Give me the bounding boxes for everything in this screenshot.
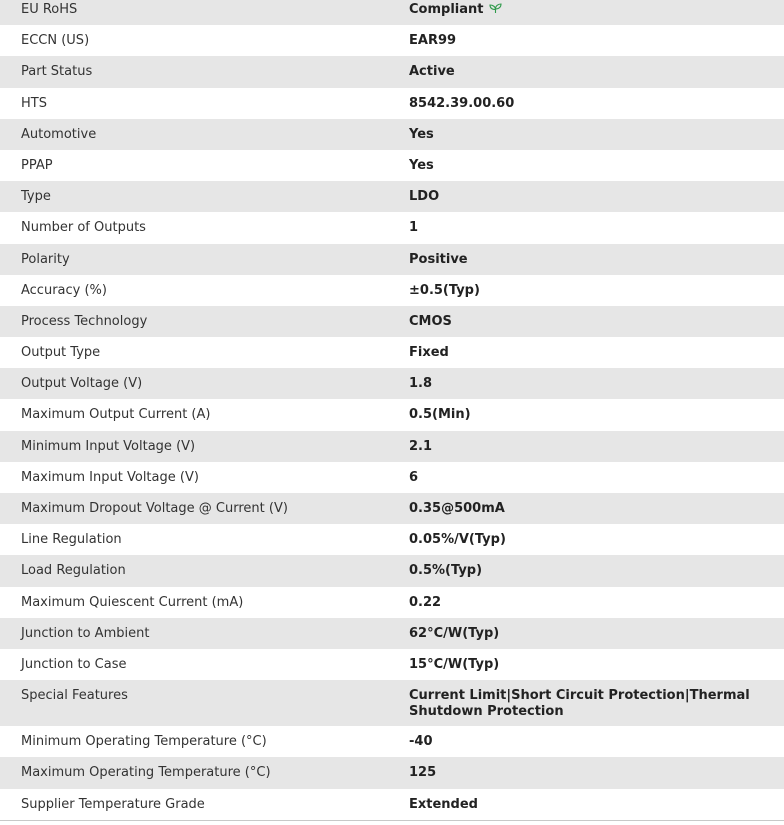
spec-value: 1: [409, 220, 419, 236]
spec-label: Polarity: [21, 251, 70, 267]
spec-value: Yes: [409, 157, 434, 173]
spec-label: Maximum Quiescent Current (mA): [21, 594, 244, 610]
spec-row-special-features: [0, 680, 784, 726]
spec-row-max-operating-temperature: [0, 757, 784, 788]
spec-row-min-operating-temperature: [0, 726, 784, 757]
spec-row-ppap: [0, 150, 784, 181]
spec-label: Process Technology: [21, 313, 148, 329]
spec-label: Line Regulation: [21, 532, 122, 548]
spec-label: Maximum Input Voltage (V): [21, 469, 199, 485]
spec-label: ECCN (US): [21, 33, 90, 49]
spec-row-output-type: [0, 337, 784, 368]
spec-value: ±0.5(Typ): [409, 282, 480, 298]
spec-row-hts: [0, 88, 784, 119]
spec-value: -40: [409, 734, 433, 750]
spec-label: Type: [21, 189, 51, 205]
spec-value: 125: [409, 765, 437, 781]
spec-row-junction-to-ambient: [0, 618, 784, 649]
spec-value: CMOS: [409, 313, 452, 329]
spec-value: Current Limit|Short Circuit Protection|Thermal Shutdown Protection: [409, 688, 750, 720]
leaf-icon: [489, 3, 502, 19]
spec-row-min-input-voltage: [0, 431, 784, 462]
spec-row-type: [0, 181, 784, 212]
spec-value: 0.5%(Typ): [409, 563, 483, 579]
spec-value: Extended: [409, 796, 478, 812]
spec-label: Minimum Operating Temperature (°C): [21, 734, 267, 750]
spec-value: 0.35@500mA: [409, 501, 505, 516]
spec-label: Special Features: [21, 688, 128, 704]
spec-label: PPAP: [21, 157, 53, 173]
spec-row-max-dropout-voltage: [0, 493, 784, 524]
spec-label: Junction to Ambient: [21, 625, 150, 641]
spec-value: 6: [409, 469, 419, 485]
spec-value: 0.5(Min): [409, 407, 471, 423]
spec-value: 8542.39.00.60: [409, 95, 515, 111]
spec-label: Output Voltage (V): [21, 376, 143, 392]
spec-value: Fixed: [409, 345, 449, 361]
spec-row-polarity: [0, 244, 784, 275]
spec-row-line-regulation: [0, 524, 784, 555]
spec-value: 1.8: [409, 376, 433, 392]
spec-row-max-quiescent-current: [0, 587, 784, 618]
spec-row-accuracy: [0, 275, 784, 306]
spec-value: Positive: [409, 251, 468, 267]
spec-value: EAR99: [409, 33, 457, 49]
spec-label: Minimum Input Voltage (V): [21, 438, 196, 454]
spec-label: HTS: [21, 95, 47, 111]
spec-value: Yes: [409, 126, 434, 142]
spec-label: Junction to Case: [21, 656, 127, 672]
spec-row-load-regulation: [0, 555, 784, 586]
spec-label: Maximum Operating Temperature (°C): [21, 765, 271, 781]
spec-label: Accuracy (%): [21, 282, 107, 298]
spec-row-junction-to-case: [0, 649, 784, 680]
spec-value: Active: [409, 64, 455, 80]
spec-row-process-technology: [0, 306, 784, 337]
spec-row-max-output-current: [0, 399, 784, 430]
spec-row-eu-rohs: [0, 0, 784, 25]
spec-value: 2.1: [409, 438, 433, 454]
spec-row-part-status: [0, 56, 784, 87]
spec-row-supplier-temperature-grade: [0, 789, 784, 820]
spec-row-number-of-outputs: [0, 212, 784, 243]
spec-value: Compliant: [409, 2, 484, 17]
spec-label: Number of Outputs: [21, 220, 146, 236]
spec-label: Part Status: [21, 64, 93, 80]
spec-row-eccn: [0, 25, 784, 56]
spec-label: Supplier Temperature Grade: [21, 796, 205, 812]
spec-value: 15°C/W(Typ): [409, 656, 500, 672]
spec-value: 62°C/W(Typ): [409, 625, 500, 641]
spec-value: LDO: [409, 189, 440, 205]
spec-value: 0.22: [409, 594, 442, 610]
spec-row-output-voltage: [0, 368, 784, 399]
spec-label: EU RoHS: [21, 2, 78, 17]
spec-row-max-input-voltage: [0, 462, 784, 493]
spec-value-wrap: [388, 0, 784, 25]
spec-row-automotive: [0, 119, 784, 150]
spec-label: Automotive: [21, 126, 97, 142]
spec-label: Load Regulation: [21, 563, 126, 579]
spec-value: 0.05%/V(Typ): [409, 532, 506, 548]
spec-label: Maximum Output Current (A): [21, 407, 211, 423]
spec-label: Output Type: [21, 345, 101, 361]
spec-label: Maximum Dropout Voltage @ Current (V): [21, 501, 288, 516]
